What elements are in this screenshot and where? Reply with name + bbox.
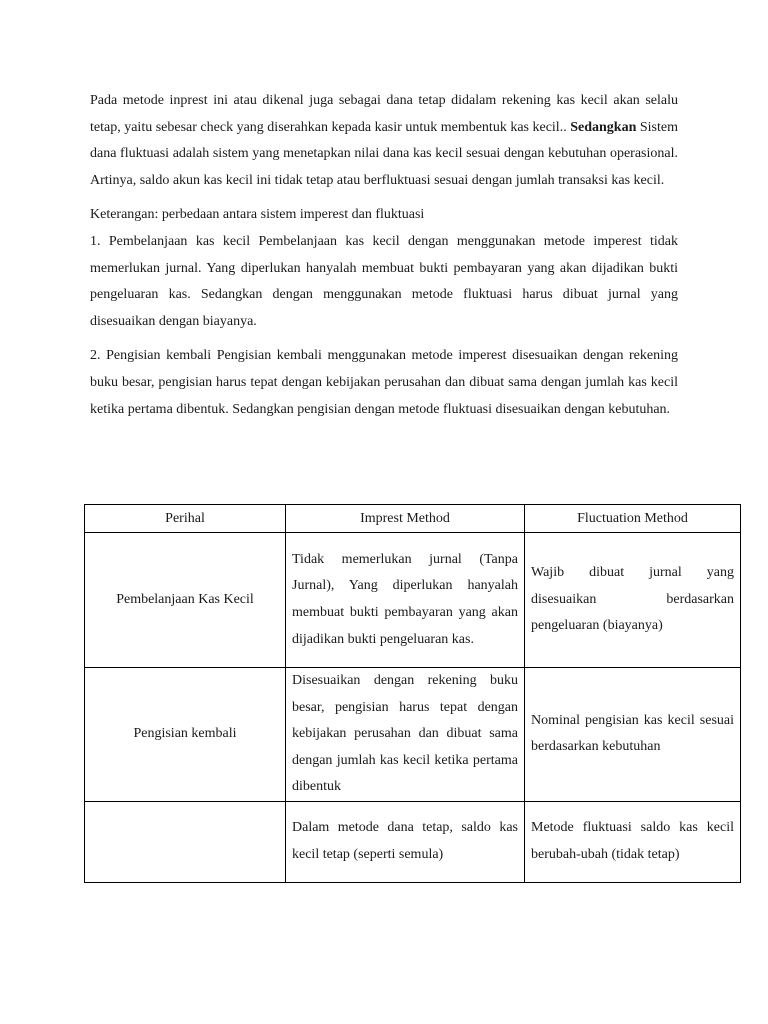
cell-fluctuation: Nominal pengisian kas kecil sesuai berdasarkan kebutuhan xyxy=(525,668,741,802)
cell-imprest: Tidak memerlukan jurnal (Tanpa Jurnal), Yang diperlukan hanyalah membuat bukti pembayaran yang akan dijadikan bukti pengeluaran kas. xyxy=(286,533,525,668)
table-header-row xyxy=(85,505,741,533)
cell-perihal: Pembelanjaan Kas Kecil xyxy=(85,533,286,668)
header-fluctuation-method: Fluctuation Method xyxy=(525,505,741,533)
point-1-paragraph: 1. Pembelanjaan kas kecil Pembelanjaan kas kecil dengan menggunakan metode imperest tidak memerlukan jurnal. Yang diperlukan hanyalah membuat bukti pembayaran yang akan dijadikan bukti pengeluaran kas. Sedangkan dengan menggunakan metode fluktuasi harus dibuat jurnal yang disesuaikan dengan biayanya. xyxy=(90,233,678,329)
header-imprest-method: Imprest Method xyxy=(286,505,525,533)
point-2-paragraph: 2. Pengisian kembali Pengisian kembali menggunakan metode imperest disesuaikan dengan rekening buku besar, pengisian harus tepat dengan kebijakan perusahan dan dibuat sama dengan jumlah kas kecil ketika pertama dibentuk. Sedangkan pengisian dengan metode fluktuasi disesuaikan dengan kebutuhan. xyxy=(90,348,678,417)
intro-paragraph xyxy=(90,88,678,194)
cell-imprest: Disesuaikan dengan rekening buku besar, pengisian harus tepat dengan kebijakan perusahan dan dibuat sama dengan jumlah kas kecil ketika pertama dibentuk xyxy=(286,668,525,802)
table-row xyxy=(85,533,741,668)
cell-perihal: Pengisian kembali xyxy=(85,668,286,802)
comparison-table xyxy=(84,504,741,883)
cell-perihal xyxy=(85,801,286,882)
intro-text-b: Sistem dana fluktuasi adalah sistem yang menetapkan nilai dana kas kecil sesuai dengan kebutuhan operasional. Artinya, saldo akun kas kecil ini tidak tetap atau berfluktuasi sesuai dengan jumlah transaksi kas kecil. xyxy=(90,119,679,188)
table-row xyxy=(85,801,741,882)
cell-imprest: Dalam metode dana tetap, saldo kas kecil tetap (seperti semula) xyxy=(286,801,525,882)
cell-fluctuation: Wajib dibuat jurnal yang disesuaikan berdasarkan pengeluaran (biayanya) xyxy=(525,533,741,668)
table-row xyxy=(85,668,741,802)
document-body xyxy=(90,88,678,423)
cell-fluctuation: Metode fluktuasi saldo kas kecil berubah-ubah (tidak tetap) xyxy=(525,801,741,882)
explanation-label: Keterangan: perbedaan antara sistem imperest dan fluktuasi xyxy=(90,207,425,223)
intro-text-a: Pada metode inprest ini atau dikenal juga sebagai dana tetap didalam rekening kas kecil akan selalu tetap, yaitu sebesar check yang diserahkan kepada kasir untuk membentuk kas kecil.. xyxy=(90,93,678,135)
intro-bold-word: Sedangkan xyxy=(570,119,637,135)
header-perihal: Perihal xyxy=(85,505,286,533)
